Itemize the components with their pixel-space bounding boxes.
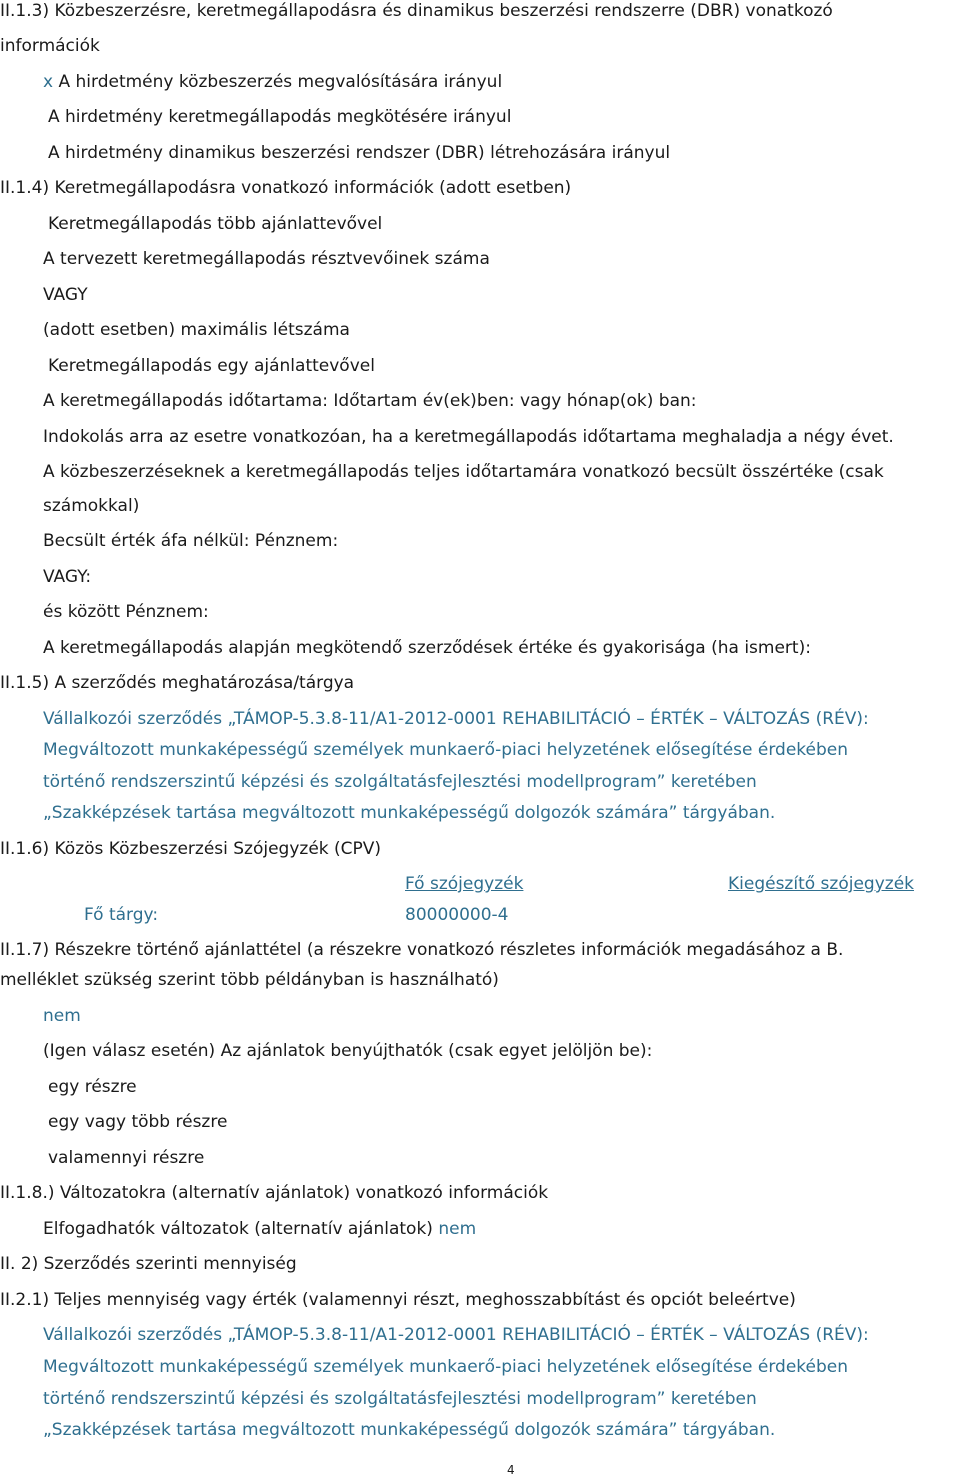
option-label: A hirdetmény közbeszerzés megvalósítására irányul — [58, 72, 503, 92]
checkbox-mark: x — [43, 72, 54, 92]
description-line: „Szakképzések tartása megváltozott munkaképességű dolgozók számára” tárgyában. — [43, 1420, 776, 1440]
text-line: A keretmegállapodás alapján megkötendő szerződések értéke és gyakorisága (ha ismert): — [43, 638, 811, 658]
cpv-main-header: Fő szójegyzék — [405, 874, 524, 894]
option-framework: A hirdetmény keretmegállapodás megkötésére irányul — [48, 107, 512, 127]
cpv-code: 80000000-4 — [405, 905, 509, 925]
cpv-row-label: Fő tárgy: — [84, 905, 159, 925]
answer-value: nem — [43, 1006, 81, 1026]
description-line: Megváltozott munkaképességű személyek munkaerő-piaci helyzetének elősegítése érdekében — [43, 740, 849, 760]
description-line: Vállalkozói szerződés „TÁMOP-5.3.8-11/A1-2012-0001 REHABILITÁCIÓ – ÉRTÉK – VÁLTOZÁS (RÉV): — [43, 1325, 869, 1345]
description-line: Megváltozott munkaképességű személyek munkaerő-piaci helyzetének elősegítése érdekében — [43, 1357, 849, 1377]
section-heading-117: II.1.7) Részekre történő ajánlattétel (a részekre vonatkozó részletes információk megadásához a B. — [0, 940, 844, 960]
text-line: VAGY: — [43, 567, 92, 587]
section-heading-117-cont: melléklet szükség szerint több példányban is használható) — [0, 970, 499, 990]
text-line: Becsült érték áfa nélkül: Pénznem: — [43, 531, 339, 551]
description-line: történő rendszerszintű képzési és szolgáltatásfejlesztési modellprogram” keretében — [43, 772, 757, 792]
answer-value: nem — [438, 1219, 477, 1239]
description-line: Vállalkozói szerződés „TÁMOP-5.3.8-11/A1-2012-0001 REHABILITÁCIÓ – ÉRTÉK – VÁLTOZÁS (RÉV): — [43, 709, 869, 729]
variants-row — [43, 1218, 476, 1240]
description-line: „Szakképzések tartása megváltozott munkaképességű dolgozók számára” tárgyában. — [43, 803, 776, 823]
section-heading-114: II.1.4) Keretmegállapodásra vonatkozó információk (adott esetben) — [0, 178, 572, 198]
text-line: és között Pénznem: — [43, 602, 209, 622]
page-number: 4 — [507, 1463, 515, 1477]
section-heading-115: II.1.5) A szerződés meghatározása/tárgya — [0, 673, 355, 693]
text-line: A tervezett keretmegállapodás résztvevőinek száma — [43, 249, 490, 269]
section-heading-121: II.2.1) Teljes mennyiség vagy érték (valamennyi részt, meghosszabbítást és opciót beleértve) — [0, 1290, 796, 1310]
cpv-extra-header: Kiegészítő szójegyzék — [728, 874, 914, 894]
text-line: A keretmegállapodás időtartama: Időtartam év(ek)ben: vagy hónap(ok) ban: — [43, 391, 697, 411]
option-label: egy vagy több részre — [48, 1112, 228, 1132]
option-label: egy részre — [48, 1077, 137, 1097]
text-line: A közbeszerzéseknek a keretmegállapodás teljes időtartamára vonatkozó becsült összértéke (csak — [43, 462, 884, 482]
section-heading-113: II.1.3) Közbeszerzésre, keretmegállapodásra és dinamikus beszerzési rendszerre (DBR) vonatkozó — [0, 1, 833, 21]
text-line: Indokolás arra az esetre vonatkozóan, ha a keretmegállapodás időtartama meghaladja a négy évet. — [43, 427, 894, 447]
variants-label: Elfogadhatók változatok (alternatív ajánlatok) — [43, 1219, 433, 1239]
section-heading-118: II.1.8.) Változatokra (alternatív ajánlatok) vonatkozó információk — [0, 1183, 549, 1203]
option-dbr: A hirdetmény dinamikus beszerzési rendszer (DBR) létrehozására irányul — [48, 143, 671, 163]
description-line: történő rendszerszintű képzési és szolgáltatásfejlesztési modellprogram” keretében — [43, 1389, 757, 1409]
text-line: Keretmegállapodás egy ajánlattevővel — [48, 356, 375, 376]
option-label: valamennyi részre — [48, 1148, 205, 1168]
section-heading-12: II. 2) Szerződés szerinti mennyiség — [0, 1254, 297, 1274]
text-line: számokkal) — [43, 496, 140, 516]
option-row-procurement — [43, 71, 502, 93]
section-heading-113-cont: információk — [0, 36, 100, 56]
text-line: (adott esetben) maximális létszáma — [43, 320, 350, 340]
section-heading-116: II.1.6) Közös Közbeszerzési Szójegyzék (CPV) — [0, 839, 382, 859]
text-line: VAGY — [43, 285, 88, 305]
text-line: Keretmegállapodás több ajánlattevővel — [48, 214, 383, 234]
text-line: (Igen válasz esetén) Az ajánlatok benyújthatók (csak egyet jelöljön be): — [43, 1041, 653, 1061]
